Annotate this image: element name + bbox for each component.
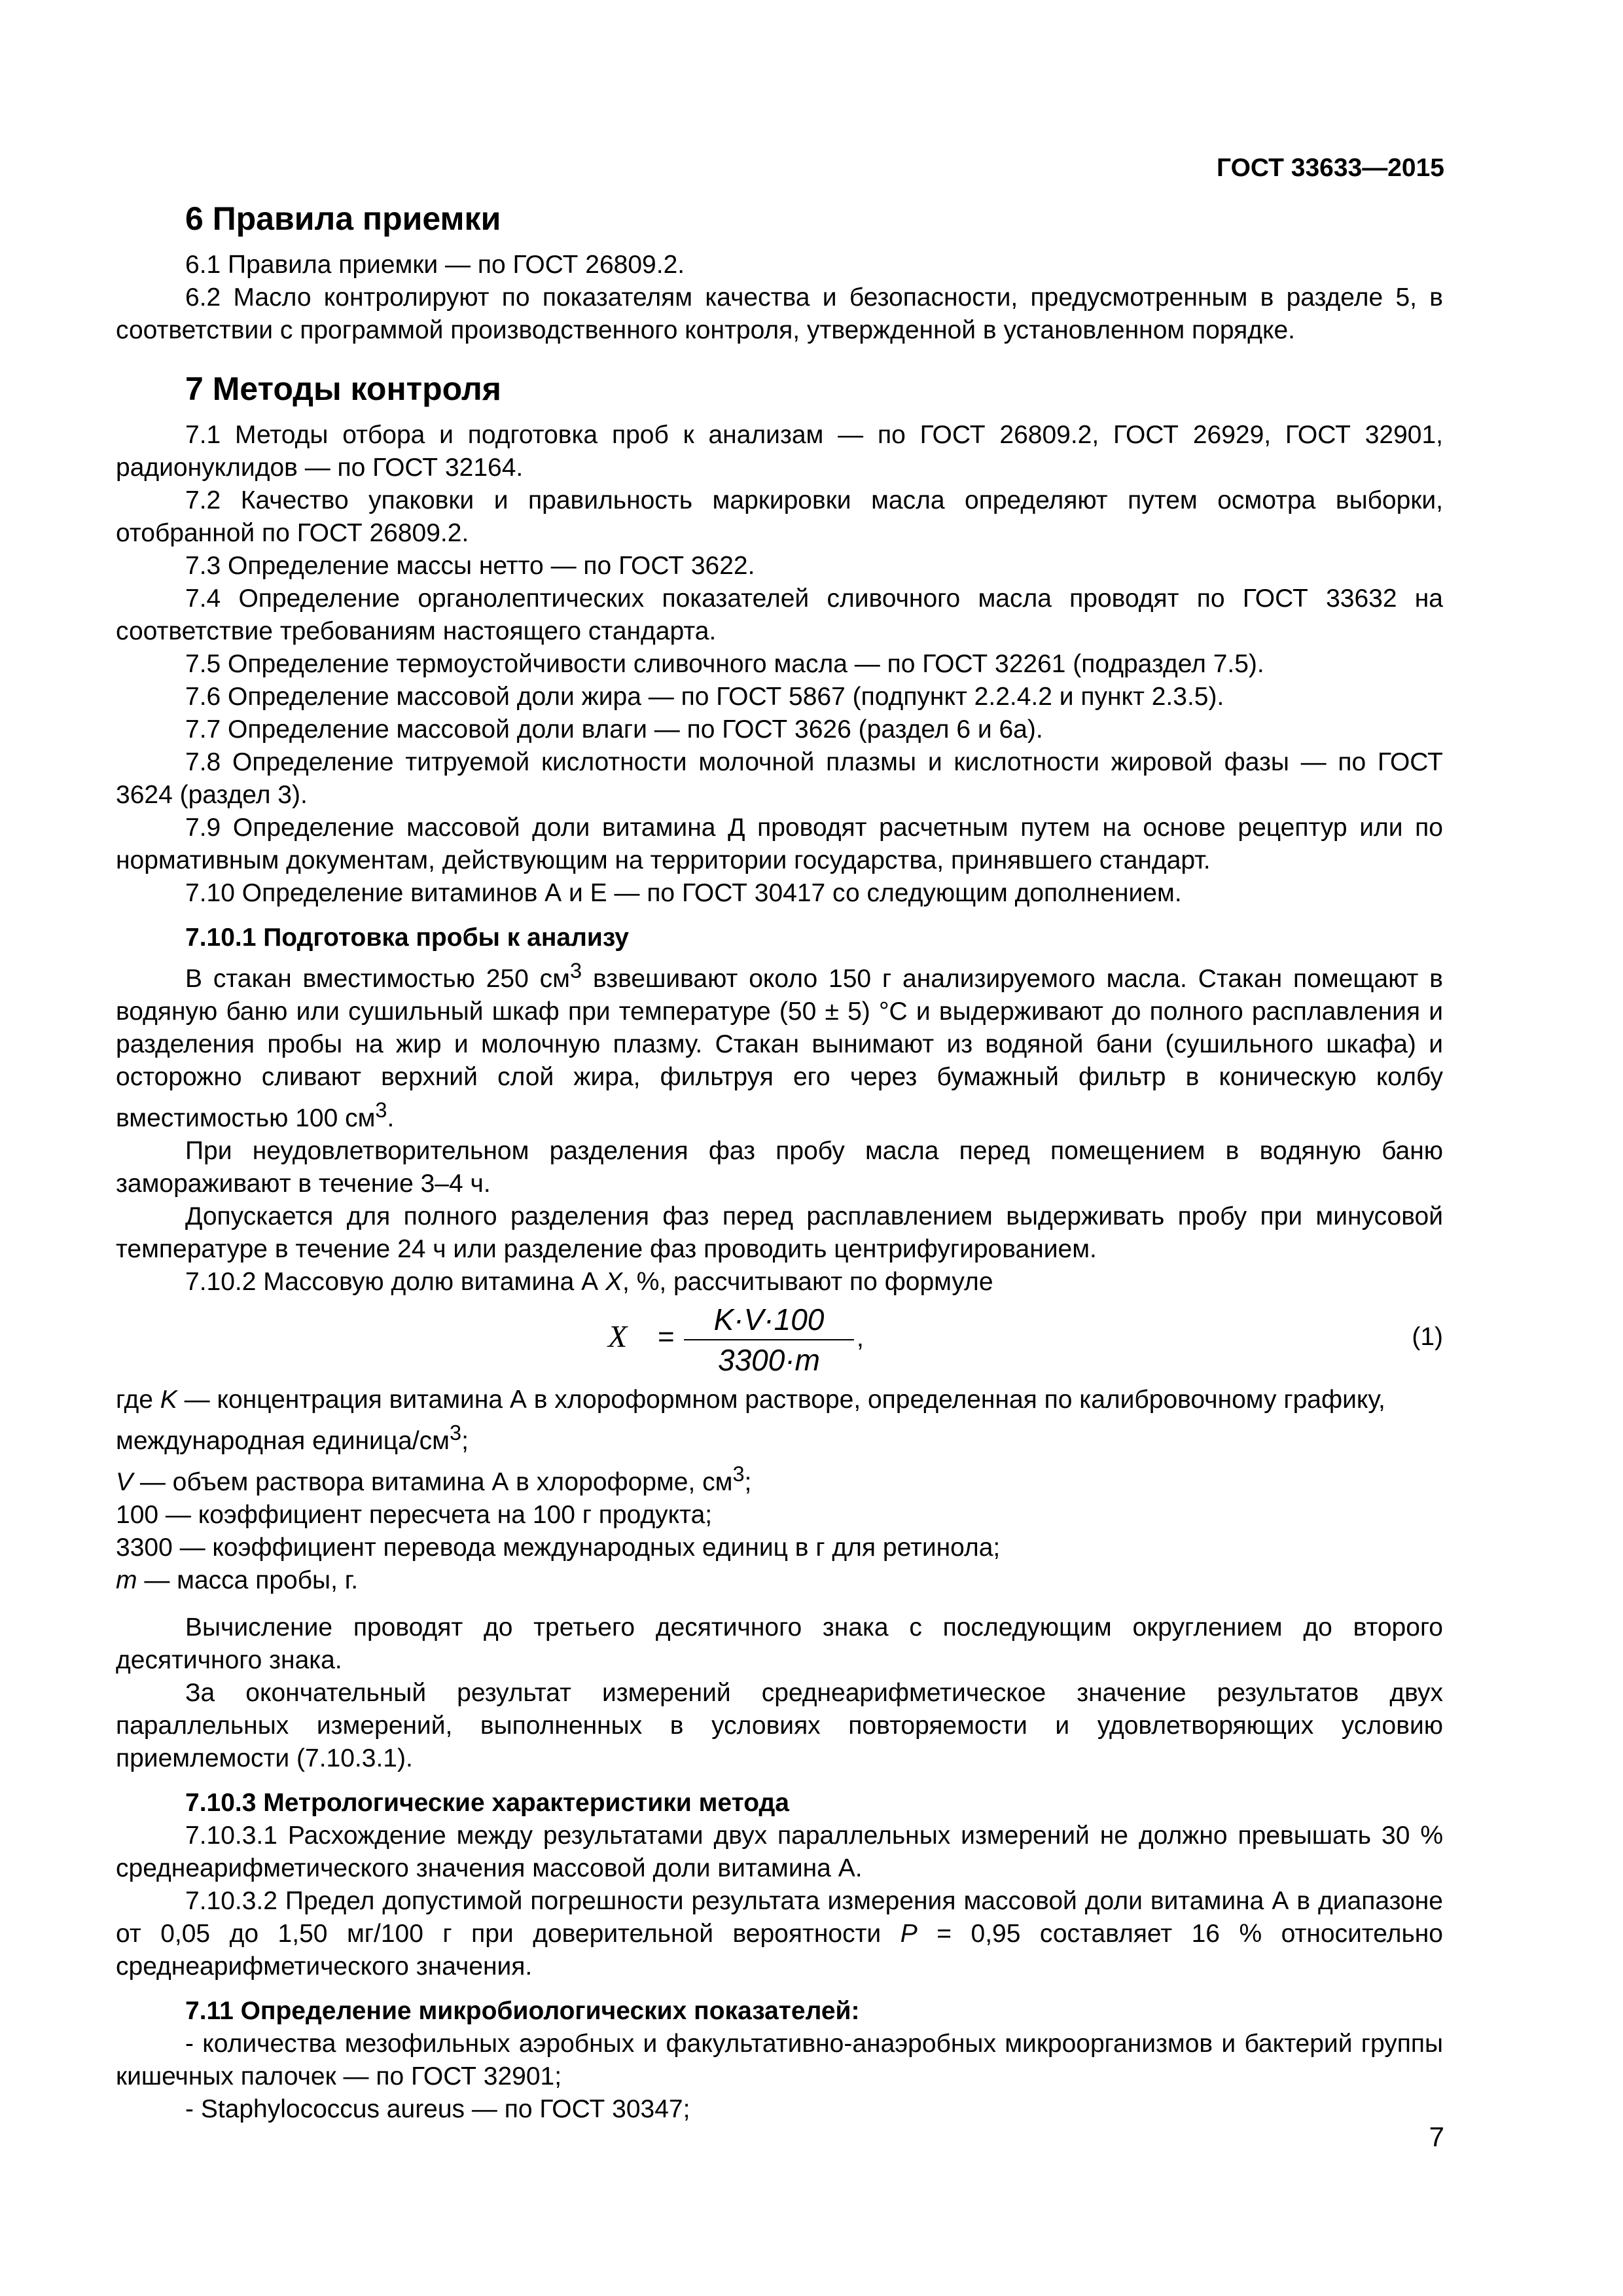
- formula-numerator: K·V·100: [684, 1301, 854, 1340]
- paragraph-final-result: За окончательный результат измерений среднеарифметическое значение результатов двух параллельных измерений, выполненных в условиях повторяемости и удовлетворяющих условию приемлемости (7.10.3.1).: [116, 1679, 1443, 1772]
- where-3300: 3300 — коэффициент перевода международных единиц в г для ретинола;: [116, 1534, 1001, 1562]
- paragraph-calculation: Вычисление проводят до третьего десятичного знака с последующим округлением до второго десятичного знака.: [116, 1613, 1443, 1674]
- page-content: [116, 198, 1443, 2126]
- formula-lhs: X: [608, 1319, 628, 1354]
- paragraph-7-11-a: - количества мезофильных аэробных и факультативно-анаэробных микроорганизмов и бактерий группы кишечных палочек — по ГОСТ 32901;: [116, 2030, 1443, 2090]
- paragraph-7-7: 7.7 Определение массовой доли влаги — по ГОСТ 3626 (раздел 6 и 6а).: [185, 715, 1043, 744]
- paragraph-6-2: 6.2 Масло контролируют по показателям качества и безопасности, предусмотренным в разделе 5, в соответствии с программой производственного контроля, утвержденной в установленном порядке.: [116, 283, 1443, 344]
- paragraph-7-10: 7.10 Определение витаминов А и Е — по ГОСТ 30417 со следующим дополнением.: [185, 879, 1182, 907]
- paragraph-7-8: 7.8 Определение титруемой кислотности молочной плазмы и кислотности жировой фазы — по ГОСТ 3624 (раздел 3).: [116, 748, 1443, 809]
- paragraph-7-3: 7.3 Определение массы нетто — по ГОСТ 3622.: [185, 552, 755, 580]
- formula-denominator: 3300·m: [718, 1343, 820, 1377]
- where-100: 100 — коэффициент пересчета на 100 г продукта;: [116, 1501, 713, 1529]
- formula-number: (1): [1412, 1323, 1443, 1351]
- section-7-title: 7 Методы контроля: [185, 370, 501, 407]
- formula-1: [116, 1301, 1443, 1380]
- formula-comma: ,: [857, 1324, 864, 1352]
- paragraph-7-5: 7.5 Определение термоустойчивости сливочного масла — по ГОСТ 32261 (подраздел 7.5).: [185, 650, 1264, 678]
- where-v: V — объем раствора витамина А в хлороформе, $см^3$;: [116, 1462, 752, 1496]
- paragraph-7-10-2: 7.10.2 Массовую долю витамина А X, %, рассчитывают по формуле: [185, 1268, 993, 1296]
- paragraph-7-10-3-1: 7.10.3.1 Расхождение между результатами двух параллельных измерений не должно превышать 30 % среднеарифметического значения массовой доли витамина А.: [116, 1821, 1443, 1882]
- paragraph-7-10-3-2: 7.10.3.2 Предел допустимой погрешности результата измерения массовой доли витамина А в диапазоне от 0,05 до 1,50 мг/100 г при доверительной вероятности Р = 0,95 составляет 16 % относительно среднеарифметического значения.: [116, 1887, 1443, 1981]
- paragraph-7-9: 7.9 Определение массовой доли витамина Д проводят расчетным путем на основе рецептур или по нормативным документам, действующим на территории государства, принявшего стандарт.: [116, 814, 1443, 874]
- formula-fraction: [684, 1301, 854, 1378]
- paragraph-7-10-1-c: Допускается для полного разделения фаз перед расплавлением выдерживать пробу при минусовой температуре в течение 24 ч или разделение фаз проводить центрифугированием.: [116, 1202, 1443, 1263]
- where-m: m — масса пробы, г.: [116, 1566, 359, 1594]
- subsection-7-10-1-title: 7.10.1 Подготовка пробы к анализу: [185, 924, 629, 952]
- formula-equals: =: [658, 1321, 675, 1353]
- paragraph-7-10-1-a: В стакан вместимостью 250 $см^3$ взвешивают около 150 г анализируемого масла. Стакан помещают в водяную баню или сушильный шкаф при температуре (50 ± 5) °С и выдерживают до полного расплавления и разделения пробы на жир и молочную плазму. Стакан вынимают из водяной бани (сушильного шкафа) и осторожно сливают верхний слой жира, фильтруя его через бумажный фильтр в коническую колбу вместимостью 100 $см^3$.: [116, 959, 1443, 1132]
- paragraph-7-1: 7.1 Методы отбора и подготовка проб к анализам — по ГОСТ 26809.2, ГОСТ 26929, ГОСТ 32901, радионуклидов — по ГОСТ 32164.: [116, 421, 1443, 482]
- paragraph-6-1: 6.1 Правила приемки — по ГОСТ 26809.2.: [185, 251, 685, 279]
- section-6-title: 6 Правила приемки: [185, 200, 501, 237]
- paragraph-7-2: 7.2 Качество упаковки и правильность маркировки масла определяют путем осмотра выборки, отобранной по ГОСТ 26809.2.: [116, 486, 1443, 547]
- paragraph-7-4: 7.4 Определение органолептических показателей сливочного масла проводят по ГОСТ 33632 на соответствие требованиям настоящего стандарта.: [116, 584, 1443, 645]
- paragraph-7-11-b: - Staphylococcus aureus — по ГОСТ 30347;: [185, 2095, 690, 2123]
- paragraph-7-10-1-b: При неудовлетворительном разделения фаз пробу масла перед помещением в водяную баню замораживают в течение 3–4 ч.: [116, 1137, 1443, 1198]
- subsection-7-11-title: 7.11 Определение микробиологических показателей:: [185, 1997, 860, 2025]
- where-k: где K — концентрация витамина А в хлороформном растворе, определенная по калибровочному графику, международная единица/$см^3$;: [116, 1386, 1385, 1455]
- document-number: ГОСТ 33633—2015: [1217, 154, 1444, 182]
- subsection-7-10-3-title: 7.10.3 Метрологические характеристики метода: [185, 1789, 789, 1817]
- paragraph-7-6: 7.6 Определение массовой доли жира — по ГОСТ 5867 (подпункт 2.2.4.2 и пункт 2.3.5).: [185, 683, 1224, 711]
- page-number: 7: [1429, 2121, 1444, 2152]
